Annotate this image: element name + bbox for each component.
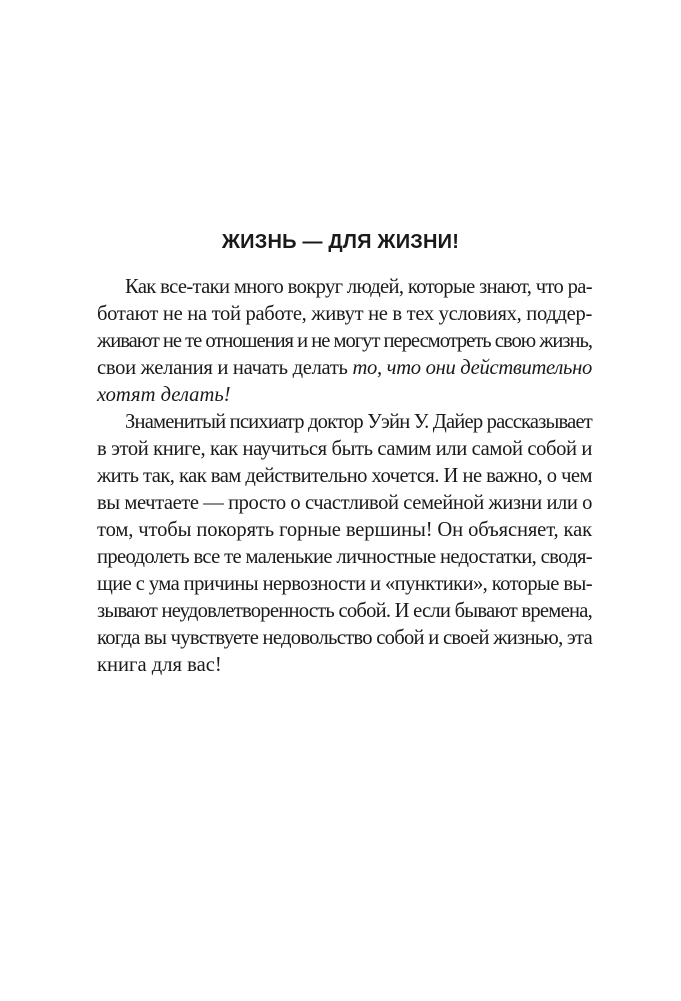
paragraph-2-line-10: книга для вас! (97, 654, 222, 676)
paragraph-2-line-2: в этой книге, как научиться быть самим или самой собой и (97, 438, 593, 460)
paragraph-1-line-2: ботают не на той работе, живут не в тех условиях, поддер- (97, 303, 592, 325)
paragraph-2-line-7: щие с ума причины нервозности и «пунктики», которые вы- (97, 573, 592, 595)
paragraph-1 (97, 274, 592, 409)
section-heading: ЖИЗНЬ — ДЛЯ ЖИЗНИ! (221, 231, 460, 253)
paragraph-2-line-1: Знаменитый психиатр доктор Уэйн У. Дайер рассказывает (125, 411, 592, 433)
paragraph-2-line-8: зывают неудовлетворенность собой. И если бывают времена, (97, 600, 592, 622)
paragraph-2-line-6: преодолеть все те маленькие личностные недостатки, сводя- (97, 546, 592, 568)
paragraph-2-line-5: том, чтобы покорять горные вершины! Он объясняет, как (97, 519, 592, 541)
paragraph-1-line-5: хотят делать! (97, 384, 231, 406)
paragraph-1-line-4 (97, 355, 592, 382)
paragraph-2-line-3: жить так, как вам действительно хочется. И не важно, о чем (97, 465, 592, 487)
paragraph-2-line-9: когда вы чувствуете недовольство собой и своей жизнью, эта (97, 627, 592, 649)
paragraph-1-line-4-italic: то, что они действительно (352, 357, 592, 379)
paragraph-1-line-1: Как все-таки много вокруг людей, которые знают, что ра- (125, 276, 592, 298)
paragraph-1-line-4-regular: свои желания и начать делать (97, 357, 353, 379)
paragraph-2-line-4: вы мечтаете — просто о счастливой семейной жизни или о (97, 492, 592, 514)
paragraph-2 (97, 409, 592, 679)
paragraph-1-line-3: живают не те отношения и не могут пересмотреть свою жизнь, (97, 330, 592, 352)
